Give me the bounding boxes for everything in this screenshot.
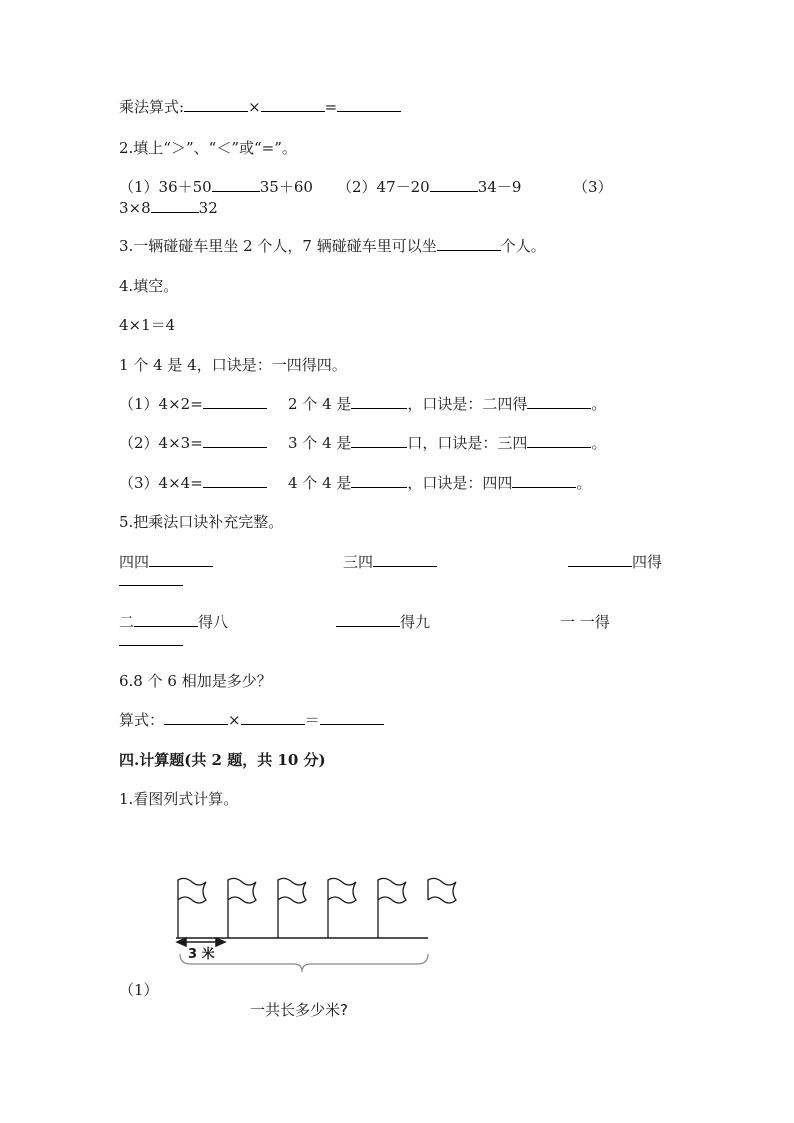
rhyme-text: 一 一得	[560, 613, 610, 631]
q4-row-2-right	[288, 433, 606, 453]
row-number: （3）	[119, 474, 159, 492]
q3-text: 3.一辆碰碰车里坐 2 个人，7 辆碰碰车里可以坐	[119, 237, 437, 255]
q3-text-end: 个人。	[500, 237, 546, 255]
formula-label: 乘法算式:	[119, 98, 185, 116]
flag-icon	[328, 878, 356, 938]
row-end: 。	[591, 434, 607, 452]
segment-label: 3 米	[188, 947, 215, 962]
times-sign: ×	[248, 98, 261, 116]
row-equation: 4×3=	[158, 434, 203, 452]
item-left: 3×8	[119, 199, 151, 217]
row-rhyme: ，口诀是：二四得	[407, 395, 528, 413]
rhyme-text: 二	[119, 613, 135, 631]
q4-example-text: 1 个 4 是 4，口诀是：一四得四。	[119, 356, 347, 374]
segment-arrow	[177, 938, 225, 946]
q5-rhyme-3	[568, 552, 662, 572]
row-equation: 4×4=	[158, 474, 203, 492]
answer-blank[interactable]	[184, 97, 248, 112]
q5-rhyme-6	[560, 612, 610, 632]
answer-blank[interactable]	[203, 473, 267, 488]
total-brace	[180, 954, 428, 972]
row-mid: 2 个 4 是	[288, 395, 352, 413]
item-left: 47－20	[376, 178, 430, 196]
answer-blank[interactable]	[351, 433, 407, 448]
item-right: 32	[198, 199, 218, 217]
q2-title: 2.填上“＞”、“＜”或“=”。	[119, 139, 297, 157]
q5-rhyme-2	[343, 552, 437, 572]
answer-blank[interactable]	[351, 473, 407, 488]
q2-item-3-number: （3）	[573, 178, 613, 196]
answer-blank[interactable]	[164, 710, 228, 725]
answer-blank[interactable]	[203, 433, 267, 448]
calc1-item-number: （1）	[119, 981, 159, 999]
item-number: （2）	[337, 178, 377, 196]
compare-blank[interactable]	[212, 177, 260, 192]
equals-sign: =	[324, 98, 338, 116]
rhyme-text: 四四	[119, 553, 150, 571]
item-right: 35＋60	[259, 178, 313, 196]
section-title: 四.计算题(共 2 题，共 10 分)	[119, 751, 326, 769]
answer-blank[interactable]	[203, 394, 267, 409]
q2-item-1	[119, 177, 313, 197]
row-rhyme: ，口诀是：三四	[422, 434, 528, 452]
q4-title: 4.填空。	[119, 277, 179, 295]
calc1-title: 1.看图列式计算。	[119, 790, 239, 808]
row-end: 。	[591, 395, 607, 413]
answer-blank[interactable]	[373, 552, 437, 567]
row-rhyme: ，口诀是：四四	[407, 474, 513, 492]
answer-blank[interactable]	[241, 710, 305, 725]
q6-title: 6.8 个 6 相加是多少？	[119, 672, 272, 690]
answer-blank[interactable]	[527, 394, 591, 409]
answer-blank[interactable]	[337, 97, 401, 112]
flag-icon	[228, 878, 256, 938]
q4-row-3	[119, 473, 267, 493]
q5-rhyme-1	[119, 552, 213, 572]
row-end: 。	[576, 474, 592, 492]
compare-blank[interactable]	[151, 198, 199, 213]
answer-blank[interactable]	[119, 631, 183, 646]
flag-icon	[178, 878, 206, 938]
flag-icon	[428, 878, 456, 903]
item-right: 34－9	[477, 178, 522, 196]
answer-blank[interactable]	[320, 710, 384, 725]
times-sign: ×	[228, 711, 241, 729]
row-number: （1）	[119, 395, 159, 413]
row-mid: 3 个 4 是	[288, 434, 352, 452]
q5-rhyme-3-wrap	[119, 571, 183, 591]
q1-formula-line	[119, 97, 401, 117]
answer-blank[interactable]	[527, 433, 591, 448]
rhyme-text: 三四	[343, 553, 374, 571]
compare-blank[interactable]	[430, 177, 478, 192]
row-equation: 4×2=	[158, 395, 203, 413]
q5-title: 5.把乘法口诀补充完整。	[119, 513, 284, 531]
rhyme-text: 四得	[632, 553, 663, 571]
q4-row-1-right	[288, 394, 606, 414]
flag-icon	[278, 878, 306, 938]
q6-formula-line	[119, 710, 384, 730]
q4-row-1	[119, 394, 267, 414]
flag-icon	[378, 878, 406, 938]
answer-blank[interactable]	[351, 394, 407, 409]
answer-blank[interactable]	[336, 612, 400, 627]
answer-blank[interactable]	[119, 571, 183, 586]
row-number: （2）	[119, 434, 159, 452]
q4-row-3-right	[288, 473, 591, 493]
rhyme-text: 得九	[400, 613, 431, 631]
rhyme-text: 得八	[198, 613, 229, 631]
answer-blank[interactable]	[261, 97, 325, 112]
answer-blank[interactable]	[149, 552, 213, 567]
q2-item-3	[119, 198, 218, 218]
q3-line	[119, 236, 546, 256]
answer-blank[interactable]	[437, 236, 501, 251]
item-left: 36＋50	[158, 178, 212, 196]
q5-rhyme-6-wrap	[119, 631, 183, 651]
q4-row-2	[119, 433, 267, 453]
q5-rhyme-4	[119, 612, 228, 632]
total-question: 一共长多少米?	[250, 1001, 348, 1019]
formula-label: 算式：	[119, 711, 165, 729]
q5-rhyme-5	[336, 612, 430, 632]
answer-blank[interactable]	[512, 473, 576, 488]
item-number: （1）	[119, 178, 159, 196]
flag-figure	[160, 870, 480, 1030]
answer-blank[interactable]	[134, 612, 198, 627]
row-mid-tail: 口	[407, 434, 423, 452]
equals-sign: ＝	[304, 711, 320, 729]
q4-example-equation: 4×1＝4	[119, 316, 176, 334]
answer-blank[interactable]	[568, 552, 632, 567]
q2-item-2	[337, 177, 521, 197]
row-mid: 4 个 4 是	[288, 474, 352, 492]
